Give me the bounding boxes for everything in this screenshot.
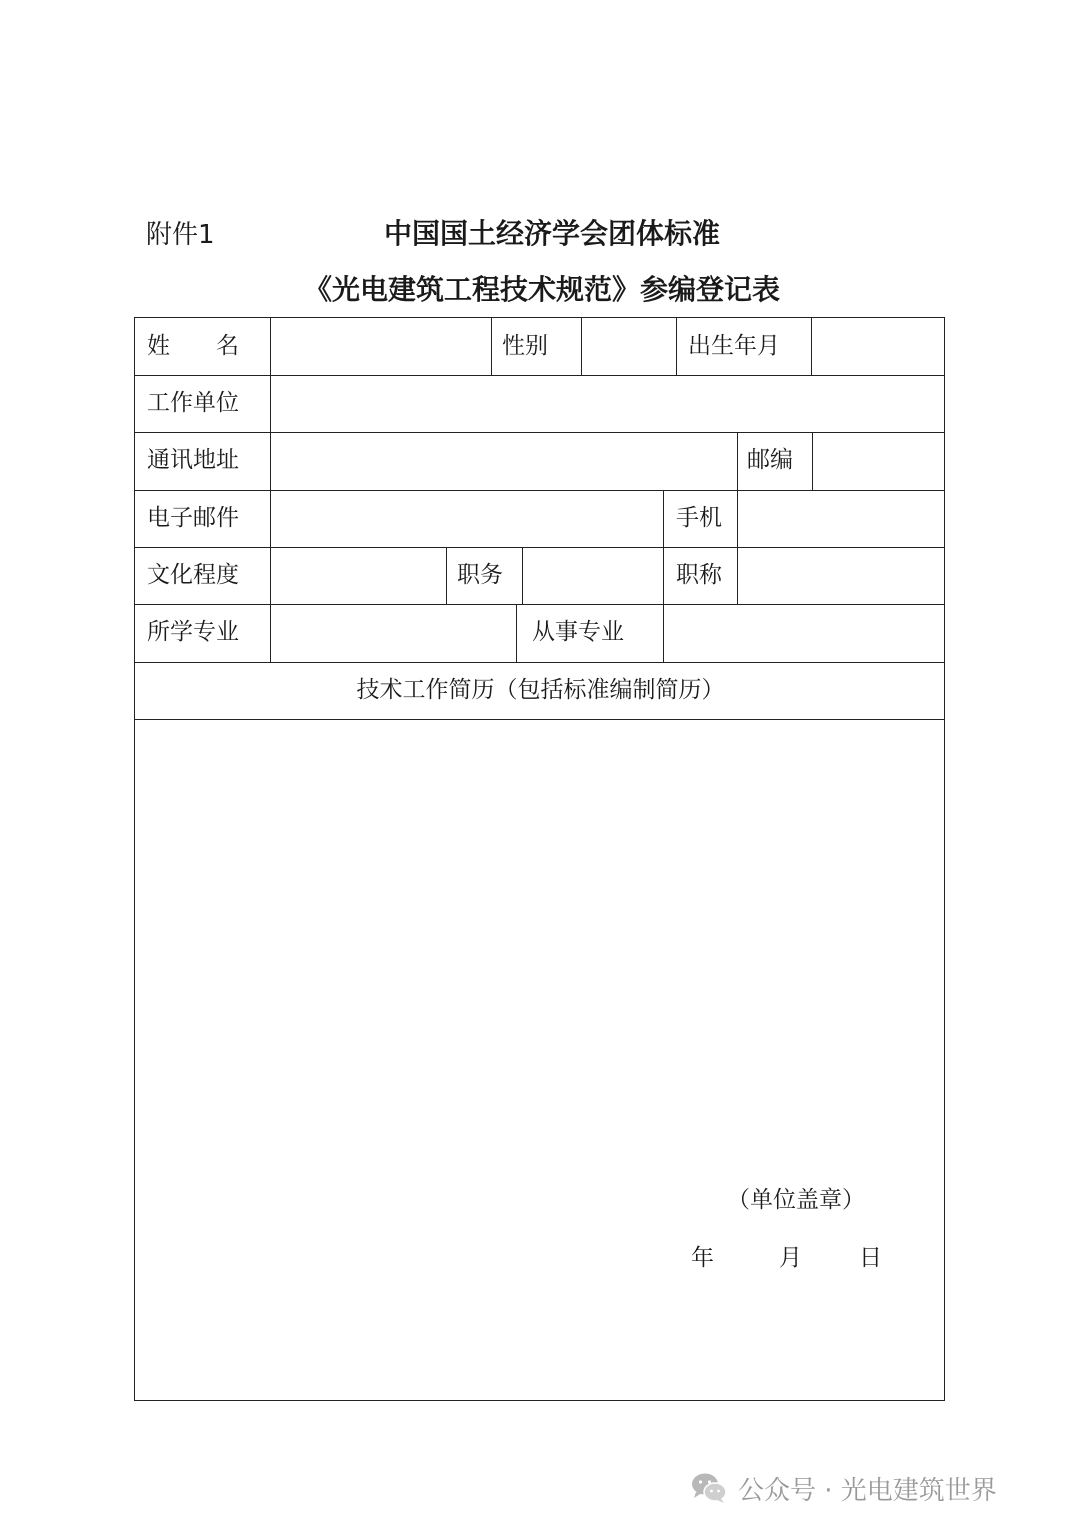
day-label: 日 (859, 1245, 882, 1271)
column-divider (581, 318, 582, 375)
column-divider (516, 604, 517, 662)
seal-label: （单位盖章） (727, 1187, 865, 1213)
column-divider (812, 432, 813, 490)
watermark-text: 公众号 · 光电建筑世界 (738, 1475, 997, 1506)
row-divider (135, 375, 944, 376)
mobile-label: 手机 (676, 505, 722, 531)
column-divider (522, 547, 523, 604)
education-label: 文化程度 (147, 562, 239, 588)
postcode-label: 邮编 (747, 447, 793, 473)
resume-header: 技术工作简历（包括标准编制简历） (356, 677, 725, 703)
address-label: 通讯地址 (147, 447, 239, 473)
year-label: 年 (691, 1245, 714, 1271)
registration-form (134, 317, 945, 1401)
row-divider (135, 432, 944, 433)
column-divider (663, 490, 664, 604)
profession-label: 从事专业 (532, 619, 624, 645)
column-divider (676, 318, 677, 375)
gender-label: 性别 (502, 333, 548, 359)
document-title: 中国国土经济学会团体标准 (383, 217, 720, 250)
column-divider (491, 318, 492, 375)
birth-label: 出生年月 (688, 333, 780, 359)
column-divider (737, 432, 738, 490)
employer-label: 工作单位 (147, 390, 239, 416)
position-label: 职务 (457, 562, 503, 588)
form-title: 《光电建筑工程技术规范》参编登记表 (303, 273, 780, 306)
name-label: 姓 名 (147, 333, 239, 359)
column-divider (446, 547, 447, 604)
row-divider (135, 490, 944, 491)
column-divider (270, 318, 271, 662)
wechat-icon (690, 1472, 728, 1504)
email-label: 电子邮件 (147, 505, 239, 531)
row-divider (135, 719, 944, 720)
month-label: 月 (779, 1245, 802, 1271)
title-label: 职称 (676, 562, 722, 588)
annex-label: 附件1 (146, 220, 215, 250)
major-label: 所学专业 (147, 619, 239, 645)
watermark (690, 1468, 997, 1508)
column-divider (737, 490, 738, 604)
column-divider (811, 318, 812, 375)
column-divider (663, 604, 664, 662)
row-divider (135, 547, 944, 548)
